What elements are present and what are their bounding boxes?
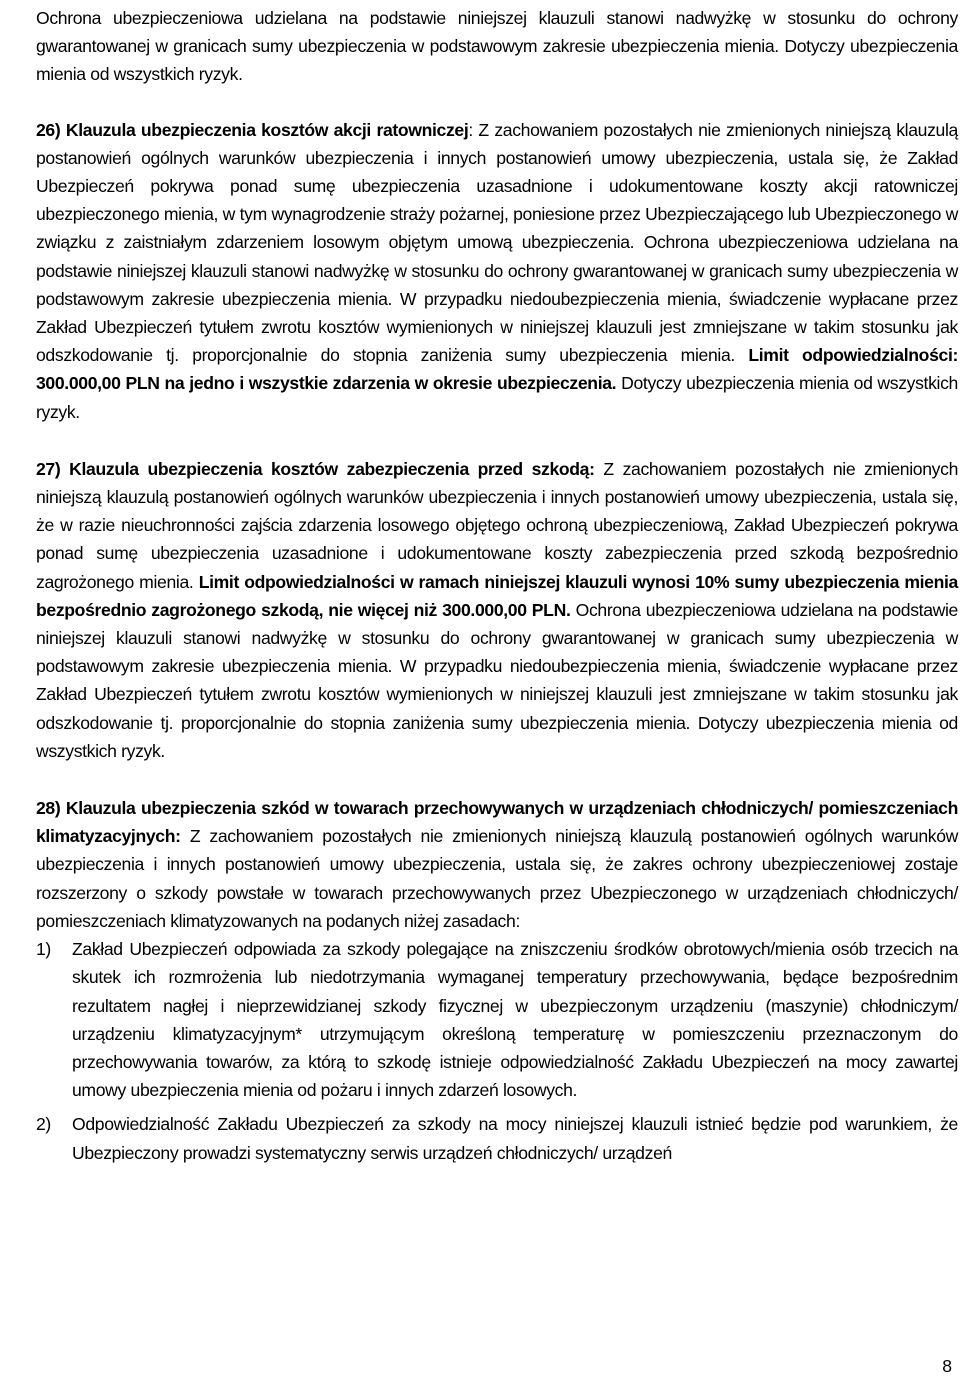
list-item <box>36 935 958 1104</box>
clause-28-heading: 28) Klauzula ubezpieczenia szkód w towarach przechowywanych w urządzeniach chłodniczych/ pomieszczeniach klimatyzacyjnych: <box>36 798 958 847</box>
document-page <box>36 4 958 1167</box>
clause-28-list <box>36 935 958 1167</box>
clause-26-tail: Dotyczy ubezpieczenia mienia od wszystkich ryzyk. <box>36 373 958 422</box>
clause-26-heading: 26) Klauzula ubezpieczenia kosztów akcji ratowniczej <box>36 119 469 140</box>
clause-27-tail: Ochrona ubezpieczeniowa udzielana na podstawie niniejszej klauzuli stanowi nadwyżkę w stosunku do ochrony gwarantowanej w granicach sumy ubezpieczenia w podstawowym zakresie ubezpieczenia mienia. W przypadku niedoubezpieczenia mienia, świadczenie wypłacane przez Zakład Ubezpieczeń tytułem zwrotu kosztów wymienionych w niniejszej klauzuli jest zmniejszane w takim stosunku jak odszkodowanie tj. proporcjonalnie do stopnia zaniżenia sumy ubezpieczenia mienia. Dotyczy ubezpieczenia mienia od wszystkich ryzyk. <box>36 599 958 761</box>
clause-26 <box>36 116 958 426</box>
clause-27-heading: 27) Klauzula ubezpieczenia kosztów zabezpieczenia przed szkodą: <box>36 458 595 479</box>
list-item-number: 2) <box>36 1114 51 1135</box>
page-number: 8 <box>942 1356 952 1376</box>
list-item <box>36 1110 958 1166</box>
clause-26-limit: Limit odpowiedzialności: 300.000,00 PLN na jedno i wszystkie zdarzenia w okresie ubezpieczenia. <box>36 345 958 394</box>
clause-28-body: Z zachowaniem pozostałych nie zmienionych niniejszą klauzulą postanowień ogólnych warunków ubezpieczenia i innych postanowień umowy ubezpieczenia, ustala się, że zakres ochrony ubezpieczeniowej zostaje rozszerzony o szkody powstałe w towarach przechowywanych przez Ubezpieczonego w urządzeniach chłodniczych/ pomieszczeniach klimatyzowanych na podanych niżej zasadach: <box>36 826 958 931</box>
intro-paragraph: Ochrona ubezpieczeniowa udzielana na podstawie niniejszej klauzuli stanowi nadwyżkę w stosunku do ochrony gwarantowanej w granicach sumy ubezpieczenia w podstawowym zakresie ubezpieczenia mienia. Dotyczy ubezpieczenia mienia od wszystkich ryzyk. <box>36 8 958 85</box>
clause-27 <box>36 455 958 765</box>
list-item-number: 1) <box>36 939 51 960</box>
clause-28 <box>36 794 958 935</box>
list-item-text: Zakład Ubezpieczeń odpowiada za szkody polegające na zniszczeniu środków obrotowych/mienia osób trzecich na skutek ich rozmrożenia lub niedotrzymania wymaganej temperatury przechowywania, będące bezpośrednim rezultatem nagłej i nieprzewidzianej szkody fizycznej w ubezpieczonym urządzeniu (maszynie) chłodniczym/ urządzeniu klimatyzacyjnym* utrzymującym określoną temperaturę w pomieszczeniu przeznaczonym do przechowywania towarów, za którą to szkodę istnieje odpowiedzialność Zakładu Ubezpieczeń na mocy zawartej umowy ubezpieczenia mienia od pożaru i innych zdarzeń losowych. <box>72 939 958 1101</box>
list-item-text: Odpowiedzialność Zakładu Ubezpieczeń za szkody na mocy niniejszej klauzuli istnieć będzie pod warunkiem, że Ubezpieczony prowadzi systematyczny serwis urządzeń chłodniczych/ urządzeń <box>72 1114 958 1163</box>
clause-27-limit: Limit odpowiedzialności w ramach niniejszej klauzuli wynosi 10% sumy ubezpieczenia mienia bezpośrednio zagrożonego szkodą, nie więcej niż 300.000,00 PLN. <box>36 571 958 620</box>
clause-26-body: : Z zachowaniem pozostałych nie zmienionych niniejszą klauzulą postanowień ogólnych warunków ubezpieczenia i innych postanowień umowy ubezpieczenia, ustala się, że Zakład Ubezpieczeń pokrywa ponad sumę ubezpieczenia uzasadnione i udokumentowane koszty akcji ratowniczej ubezpieczonego mienia, w tym wynagrodzenie straży pożarnej, poniesione przez Ubezpieczającego lub Ubezpieczonego w związku z zaistniałym zdarzeniem losowym objętym umową ubezpieczenia. Ochrona ubezpieczeniowa udzielana na podstawie niniejszej klauzuli stanowi nadwyżkę w stosunku do ochrony gwarantowanej w granicach sumy ubezpieczenia w podstawowym zakresie ubezpieczenia mienia. W przypadku niedoubezpieczenia mienia, świadczenie wypłacane przez Zakład Ubezpieczeń tytułem zwrotu kosztów wymienionych w niniejszej klauzuli jest zmniejszane w takim stosunku jak odszkodowanie tj. proporcjonalnie do stopnia zaniżenia sumy ubezpieczenia mienia. <box>36 119 958 366</box>
clause-27-body: Z zachowaniem pozostałych nie zmienionych niniejszą klauzulą postanowień ogólnych warunków ubezpieczenia i innych postanowień umowy ubezpieczenia, ustala się, że w razie nieuchronności zajścia zdarzenia losowego objętego ochroną ubezpieczeniową, Zakład Ubezpieczeń pokrywa ponad sumę ubezpieczenia uzasadnione i udokumentowane koszty zabezpieczenia przed szkodą bezpośrednio zagrożonego mienia. <box>36 458 958 592</box>
